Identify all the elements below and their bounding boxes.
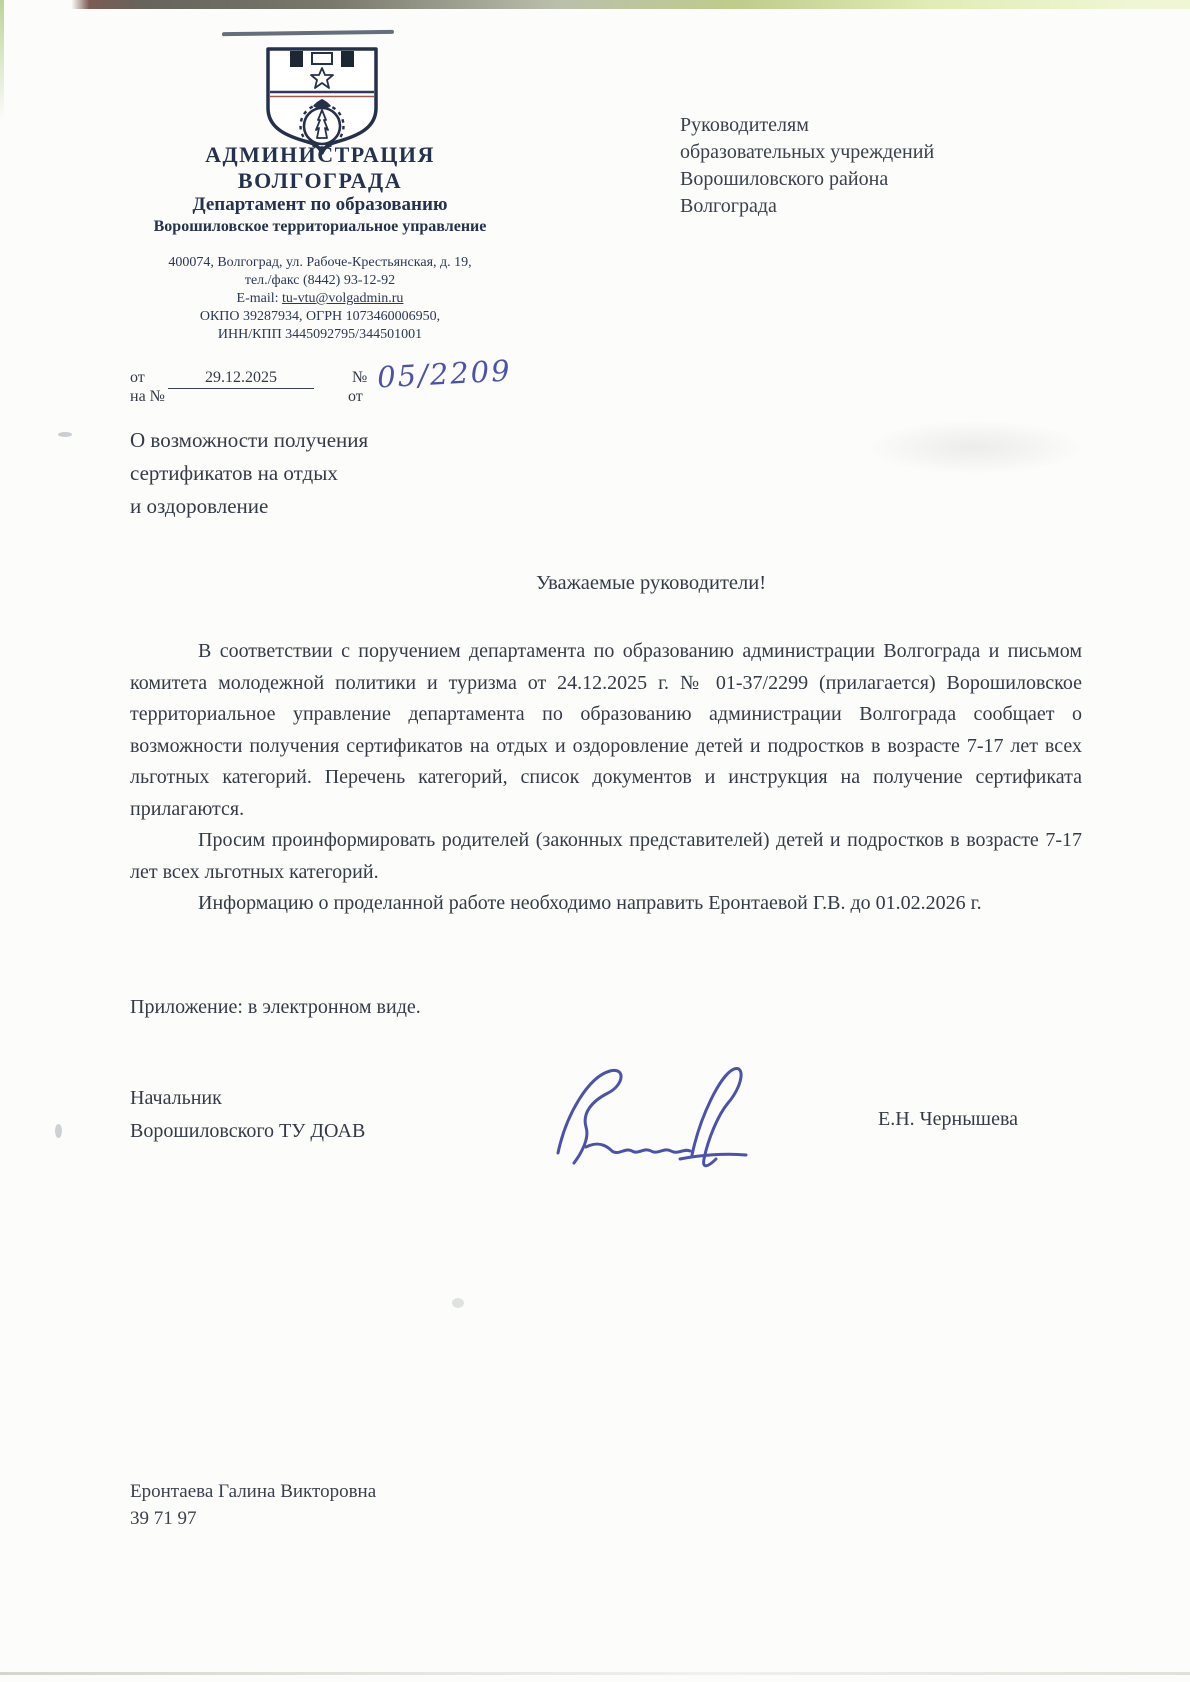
org-phone: тел./факс (8442) 93-12-92 <box>244 273 396 288</box>
executor-phone: 39 71 97 <box>130 1508 197 1529</box>
body-paragraph: Информацию о проделанной работе необходимо направить Еронтаевой Г.В. до 01.02.2026 г. <box>198 892 982 914</box>
org-address: 400074, Волгоград, ул. Рабоче-Крестьянская, д. 19, <box>168 255 472 270</box>
subject-line: и оздоровление <box>130 494 269 518</box>
letterhead-contacts <box>85 254 555 344</box>
scan-artifact-dash <box>222 30 394 36</box>
attachment-line: Приложение: в электронном виде. <box>130 996 421 1018</box>
scan-artifact-top-strip <box>0 0 1190 9</box>
ref-number-label: № <box>352 369 368 386</box>
ref-from-label: от <box>130 369 145 386</box>
org-name-line1: АДМИНИСТРАЦИЯ <box>205 142 435 167</box>
org-department: Департамент по образованию <box>192 194 448 215</box>
org-okpo-ogrn: ОКПО 39287934, ОГРН 1073460006950, <box>199 309 441 324</box>
signer-position-line: Ворошиловского ТУ ДОАВ <box>130 1120 366 1142</box>
executor-name: Еронтаева Галина Викторовна <box>130 1481 377 1502</box>
org-division: Ворошиловское территориальное управление <box>153 218 487 235</box>
org-name-line2: ВОЛГОГРАДА <box>237 168 403 193</box>
scan-artifact-bottom-strip <box>0 1672 1190 1675</box>
signer-name: Е.Н. Чернышева <box>878 1108 1019 1130</box>
ref-number-handwritten: 05/2209 <box>376 353 513 395</box>
body-paragraph: В соответствии с поручением департамента по образованию администрации Волгограда и письмом комитета молодежной политики и туризма от 24.12.2025 г. № 01-37/2299 (прилагается) Ворошиловское территориальное управление департамента по образованию администрации Волгограда сообщает о возможности получения сертификатов на отдых и оздоровление детей и подростков в возрасте 7-17 лет всех льготных категорий. Перечень категорий, список документов и инструкция на получение сертификата прилагаются. <box>130 640 1082 820</box>
subject-block <box>130 424 550 523</box>
subject-line: О возможности получения <box>130 428 369 452</box>
reference-row-outgoing <box>130 353 560 395</box>
reference-row-incoming <box>130 388 560 406</box>
org-inn-kpp: ИНН/КПП 3445092795/344501001 <box>217 327 423 342</box>
scan-artifact-speck <box>58 432 72 437</box>
addressee-line: образовательных учреждений <box>680 141 935 163</box>
email-link[interactable]: tu-vtu@volgadmin.ru <box>282 291 404 306</box>
subject-line: сертификатов на отдых <box>130 461 338 485</box>
signer-position <box>130 1082 510 1148</box>
email-label: E-mail: <box>236 291 279 306</box>
executor-contact <box>130 1478 550 1532</box>
org-email-row <box>85 290 555 308</box>
salutation: Уважаемые руководители! <box>535 572 767 594</box>
scan-artifact-speck <box>452 1298 464 1308</box>
handwritten-signature <box>530 1055 780 1185</box>
ref-reply-label: на № <box>130 388 165 405</box>
volgograd-coat-of-arms-icon <box>258 42 386 156</box>
signer-position-line: Начальник <box>130 1087 222 1109</box>
letter-body <box>130 636 1082 920</box>
addressee-block <box>680 112 1080 220</box>
addressee-line: Волгограда <box>680 195 777 217</box>
ref-reply-from-label: от <box>348 388 363 405</box>
scan-artifact-speck <box>55 1124 62 1138</box>
addressee-line: Ворошиловского района <box>680 168 889 190</box>
addressee-line: Руководителям <box>680 114 809 136</box>
scan-artifact-smudge <box>865 420 1085 475</box>
ref-date-value: 29.12.2025 <box>168 369 314 389</box>
body-paragraph: Просим проинформировать родителей (законных представителей) детей и подростков в возрасте 7-17 лет всех льготных категорий. <box>130 829 1082 883</box>
scan-artifact-left-edge <box>0 0 4 120</box>
